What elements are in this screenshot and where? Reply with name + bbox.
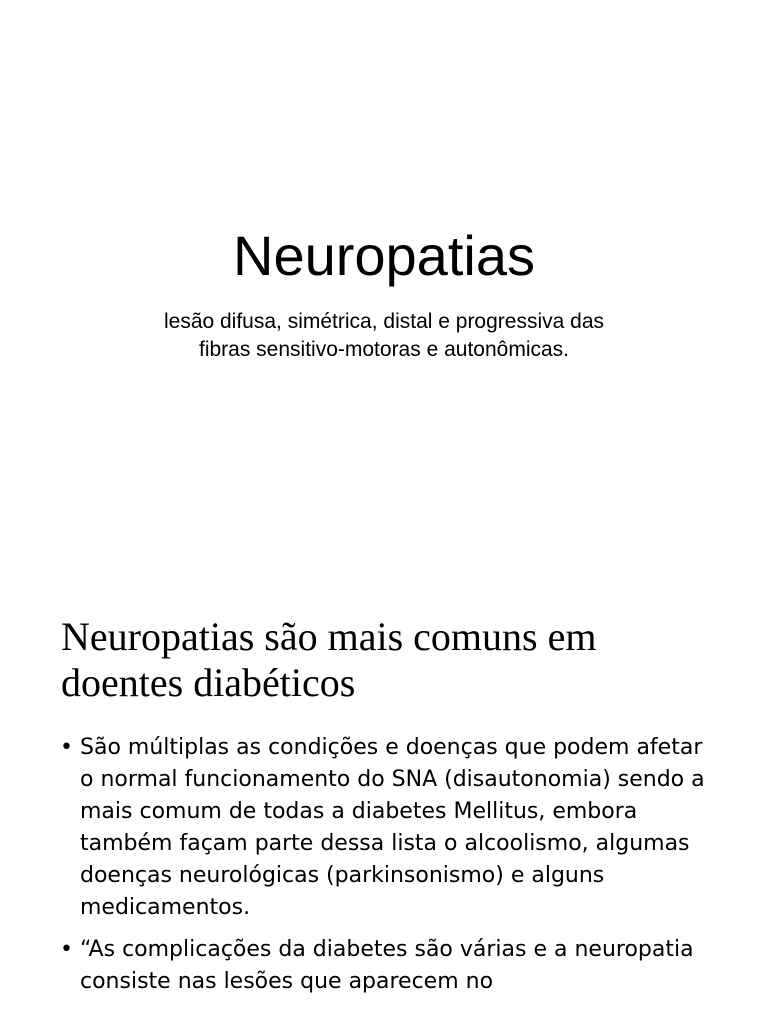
slide-1-title: Neuropatias bbox=[233, 224, 535, 287]
subtitle-line-2: fibras sensitivo-motoras e autonômicas. bbox=[199, 338, 569, 361]
bullet-dot-icon: • bbox=[60, 735, 73, 760]
slide-2 bbox=[0, 576, 768, 1024]
title-line-1: Neuropatias são mais comuns em bbox=[61, 614, 597, 659]
slide-2-title bbox=[61, 614, 741, 706]
bullet-text: São múltiplas as condições e doenças que podem afetar o normal funcionamento do SNA (disautonomia) sendo a mais comum de todas a diabetes Mellitus, embora também façam parte dessa lista o alcoolismo, algumas doenças neurológicas (parkinsonismo) e alguns medicamentos. bbox=[80, 735, 705, 920]
bullet-text: “As complicações da diabetes são várias e a neuropatia consiste nas lesões que aparecem no bbox=[80, 937, 694, 994]
title-line-2: doentes diabéticos bbox=[61, 660, 356, 705]
slide-1-subtitle bbox=[90, 308, 678, 364]
bullet-list bbox=[60, 732, 720, 1008]
subtitle-line-1: lesão difusa, simétrica, distal e progressiva das bbox=[163, 310, 605, 333]
bullet-item bbox=[60, 732, 720, 924]
bullet-item bbox=[60, 934, 720, 998]
bullet-dot-icon: • bbox=[60, 937, 73, 962]
